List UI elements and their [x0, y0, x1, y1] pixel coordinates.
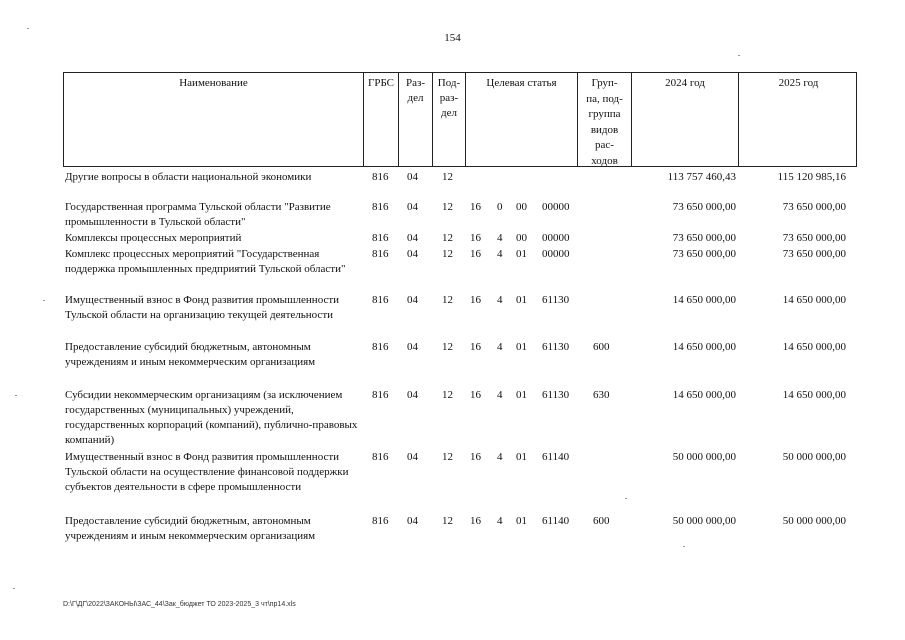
row-name: Государственная программа Тульской области "Развитие промышленности в Тульской области" — [65, 201, 331, 228]
row-expense-group: 630 — [593, 389, 610, 401]
row-target-4: 00000 — [542, 201, 570, 213]
row-podrazdel: 12 — [442, 248, 453, 260]
row-grbs: 816 — [372, 201, 389, 213]
row-podrazdel: 12 — [442, 294, 453, 306]
header-year-2024: 2024 год — [632, 73, 739, 166]
row-amount-2025: 50 000 000,00 — [782, 515, 846, 527]
row-amount-2025: 115 120 985,16 — [777, 171, 846, 183]
header-razdel: Раз- дел — [399, 73, 433, 166]
row-target-2: 4 — [497, 232, 503, 244]
row-expense-group: 600 — [593, 341, 610, 353]
scan-speck — [27, 28, 29, 29]
row-target-4: 61130 — [542, 389, 570, 401]
header-expense-group: Груп- па, под- группа видов рас- ходов — [578, 73, 632, 166]
row-expense-group: 600 — [593, 515, 610, 527]
row-amount-2025: 14 650 000,00 — [782, 294, 846, 306]
row-target-3: 01 — [516, 294, 527, 306]
row-name: Имущественный взнос в Фонд развития промышленности Тульской области на осуществление финансовой поддержки субъектов деятельности в сфере промышленности — [65, 451, 349, 493]
row-razdel: 04 — [407, 171, 418, 183]
page-number: 154 — [444, 32, 461, 44]
row-target-2: 4 — [497, 341, 503, 353]
row-target-2: 0 — [497, 201, 503, 213]
row-name: Другие вопросы в области национальной экономики — [65, 171, 312, 183]
row-amount-2025: 14 650 000,00 — [782, 389, 846, 401]
row-grbs: 816 — [372, 341, 389, 353]
row-target-3: 00 — [516, 201, 527, 213]
scan-speck — [683, 546, 685, 547]
row-razdel: 04 — [407, 451, 418, 463]
row-amount-2025: 14 650 000,00 — [782, 341, 846, 353]
header-target-article: Целевая статья — [466, 73, 578, 166]
row-amount-2024: 73 650 000,00 — [672, 201, 736, 213]
row-target-2: 4 — [497, 389, 503, 401]
row-target-3: 01 — [516, 389, 527, 401]
row-target-1: 16 — [470, 389, 481, 401]
header-year-2025: 2025 год — [778, 77, 819, 89]
row-target-2: 4 — [497, 294, 503, 306]
row-podrazdel: 12 — [442, 389, 453, 401]
row-target-3: 00 — [516, 232, 527, 244]
row-target-3: 01 — [516, 341, 527, 353]
row-target-3: 01 — [516, 451, 527, 463]
row-amount-2024: 50 000 000,00 — [672, 515, 736, 527]
header-name: Наименование — [64, 73, 364, 166]
row-amount-2024: 14 650 000,00 — [672, 294, 736, 306]
row-amount-2024: 50 000 000,00 — [672, 451, 736, 463]
row-amount-2025: 50 000 000,00 — [782, 451, 846, 463]
row-name: Предоставление субсидий бюджетным, автономным учреждениям и иным некоммерческим организациям — [65, 515, 316, 542]
row-podrazdel: 12 — [442, 451, 453, 463]
row-target-2: 4 — [497, 248, 503, 260]
row-amount-2024: 14 650 000,00 — [672, 389, 736, 401]
scan-speck — [738, 55, 740, 56]
row-podrazdel: 12 — [442, 515, 453, 527]
header-podrazdel: Под- раз- дел — [433, 73, 466, 166]
row-target-4: 61130 — [542, 294, 570, 306]
row-target-4: 61140 — [542, 451, 570, 463]
row-razdel: 04 — [407, 294, 418, 306]
scan-speck — [13, 588, 15, 589]
row-name: Комплекс процессных мероприятий "Государственная поддержка промышленных предприятий Тульской области" — [65, 248, 346, 275]
row-target-4: 61130 — [542, 341, 570, 353]
row-grbs: 816 — [372, 389, 389, 401]
row-target-4: 00000 — [542, 248, 570, 260]
row-target-1: 16 — [470, 294, 481, 306]
row-target-1: 16 — [470, 451, 481, 463]
header-grbs: ГРБС — [364, 73, 399, 166]
row-amount-2024: 73 650 000,00 — [672, 248, 736, 260]
row-name: Субсидии некоммерческим организациям (за исключением государственных (муниципальных) учреждений, государственных корпораций (компаний), публично-правовых компаний) — [65, 389, 358, 446]
row-name: Комплексы процессных мероприятий — [65, 232, 242, 244]
scan-speck — [15, 395, 17, 396]
row-grbs: 816 — [372, 248, 389, 260]
row-razdel: 04 — [407, 341, 418, 353]
row-target-1: 16 — [470, 201, 481, 213]
row-target-2: 4 — [497, 451, 503, 463]
row-grbs: 816 — [372, 515, 389, 527]
row-amount-2024: 14 650 000,00 — [672, 341, 736, 353]
row-name: Предоставление субсидий бюджетным, автономным учреждениям и иным некоммерческим организациям — [65, 341, 316, 368]
row-podrazdel: 12 — [442, 201, 453, 213]
row-target-1: 16 — [470, 248, 481, 260]
row-amount-2025: 73 650 000,00 — [782, 232, 846, 244]
file-path-footer: D:\Г\ДГ\2022\ЗАКОНЫ\ЗАС_44\Зак_бюджет ТО 2023-2025_3 чт\пр14.xls — [63, 601, 296, 608]
row-target-1: 16 — [470, 341, 481, 353]
row-grbs: 816 — [372, 232, 389, 244]
row-target-3: 01 — [516, 515, 527, 527]
row-grbs: 816 — [372, 171, 389, 183]
row-podrazdel: 12 — [442, 171, 453, 183]
row-razdel: 04 — [407, 248, 418, 260]
row-amount-2025: 73 650 000,00 — [782, 201, 846, 213]
row-amount-2025: 73 650 000,00 — [782, 248, 846, 260]
row-target-4: 61140 — [542, 515, 570, 527]
row-razdel: 04 — [407, 232, 418, 244]
row-target-1: 16 — [470, 232, 481, 244]
row-razdel: 04 — [407, 515, 418, 527]
row-grbs: 816 — [372, 451, 389, 463]
scan-speck — [625, 498, 627, 499]
row-target-1: 16 — [470, 515, 481, 527]
row-amount-2024: 73 650 000,00 — [672, 232, 736, 244]
row-name: Имущественный взнос в Фонд развития промышленности Тульской области на организацию текущей деятельности — [65, 294, 340, 321]
row-razdel: 04 — [407, 201, 418, 213]
row-razdel: 04 — [407, 389, 418, 401]
row-target-2: 4 — [497, 515, 503, 527]
row-podrazdel: 12 — [442, 341, 453, 353]
row-podrazdel: 12 — [442, 232, 453, 244]
row-grbs: 816 — [372, 294, 389, 306]
scan-speck — [43, 300, 45, 301]
row-target-3: 01 — [516, 248, 527, 260]
row-amount-2024: 113 757 460,43 — [667, 171, 736, 183]
row-target-4: 00000 — [542, 232, 570, 244]
